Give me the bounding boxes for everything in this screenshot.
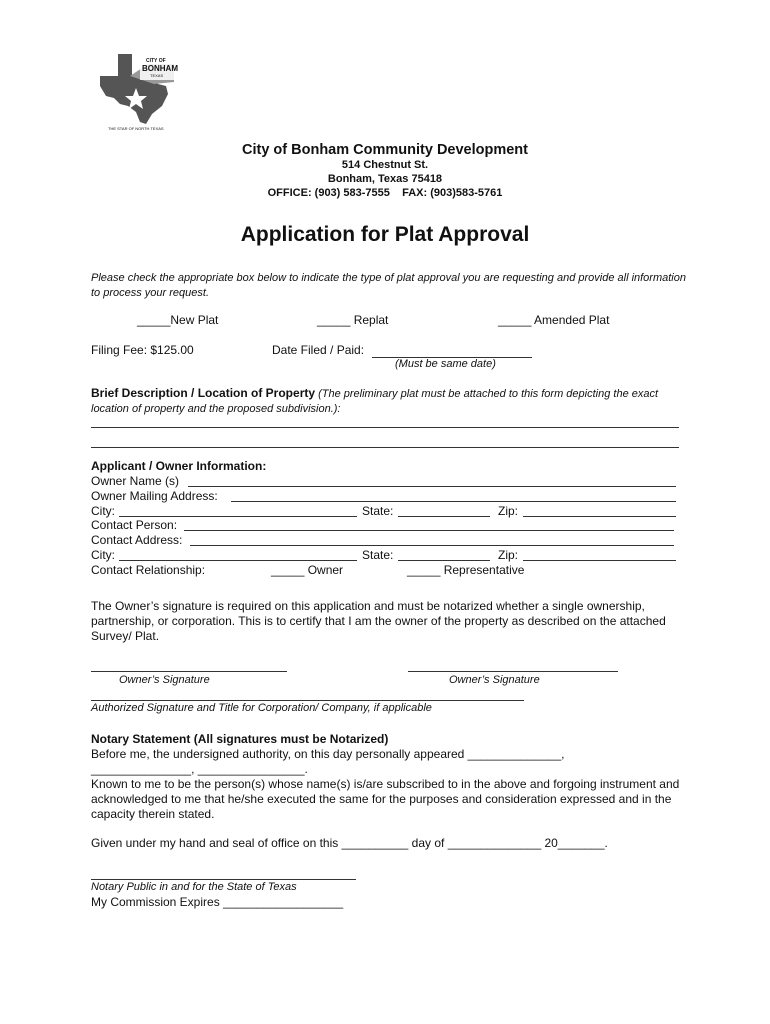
address-line1: 514 Chestnut St.: [341, 159, 429, 171]
city-label: City:: [91, 504, 115, 518]
org-name: City of Bonham Community Development: [242, 142, 528, 158]
city-field-2[interactable]: [119, 560, 357, 561]
contact-address-field[interactable]: [190, 545, 674, 546]
option-replat[interactable]: _____ Replat: [317, 313, 389, 327]
contact-line: OFFICE: (903) 583-7555 FAX: (903)583-5761: [267, 187, 503, 199]
state-field[interactable]: [398, 516, 490, 517]
owner-name-field[interactable]: [188, 486, 676, 487]
zip-label-2: Zip:: [498, 548, 519, 562]
state-label-2: State:: [362, 548, 394, 562]
option-representative[interactable]: _____ Representative: [407, 563, 525, 577]
notary-known-text: Known to me to be the person(s) whose name(s) is/are subscribed to in the above and forgoing instrument and acknowledged to me that he/she executed the same for the purposes and consideration expressed and in the capacity therein stated.: [91, 777, 680, 821]
zip-field-2[interactable]: [523, 560, 676, 561]
authorized-signature-label: Authorized Signature and Title for Corporation/ Company, if applicable: [91, 702, 432, 714]
logo-line3: TEXAS: [150, 73, 164, 78]
notary-given-text: Given under my hand and seal of office on this __________ day of ______________ 20_______.: [91, 836, 608, 850]
date-filed-label: Date Filed / Paid:: [272, 343, 365, 357]
notary-line-1: Before me, the undersigned authority, on this day personally appeared ______________,: [91, 747, 565, 761]
state-field-2[interactable]: [398, 560, 490, 561]
description-line-1[interactable]: [91, 427, 679, 428]
owner-signature-label-2: Owner’s Signature: [449, 674, 540, 686]
notary-signature-line[interactable]: [91, 879, 356, 880]
notary-line-2: _______________, ________________.: [91, 762, 308, 776]
city-logo: [96, 50, 176, 136]
instructions-text: Please check the appropriate box below to indicate the type of plat approval you are requesting and provide all information to process your request.: [91, 272, 686, 299]
filing-fee: Filing Fee: $125.00: [91, 343, 194, 357]
state-label: State:: [362, 504, 394, 518]
owner-mailing-field[interactable]: [231, 501, 676, 502]
city-label-2: City:: [91, 548, 115, 562]
owner-name-label: Owner Name (s): [91, 474, 180, 488]
zip-field[interactable]: [523, 516, 676, 517]
city-field[interactable]: [119, 516, 357, 517]
page-title: Application for Plat Approval: [240, 223, 530, 246]
option-amended-plat[interactable]: _____ Amended Plat: [498, 313, 610, 327]
option-owner[interactable]: _____ Owner: [271, 563, 344, 577]
contact-relationship-label: Contact Relationship:: [91, 563, 206, 577]
owner-signature-label-1: Owner’s Signature: [119, 674, 210, 686]
option-new-plat[interactable]: _____New Plat: [137, 313, 219, 327]
commission-expires: My Commission Expires __________________: [91, 895, 344, 909]
notary-heading: Notary Statement (All signatures must be Notarized): [91, 732, 389, 746]
contact-person-field[interactable]: [184, 530, 674, 531]
logo-line1: CITY OF: [146, 58, 166, 64]
notary-public-label: Notary Public in and for the State of Texas: [91, 881, 297, 893]
address-line2: Bonham, Texas 75418: [327, 173, 443, 185]
description-note: (The preliminary plat must be attached to this form depicting the exact location of property and the proposed subdivision.):: [91, 388, 659, 415]
logo-tagline: THE STAR OF NORTH TEXAS: [108, 126, 164, 131]
owner-signature-line-2[interactable]: [408, 671, 618, 672]
certification-text: The Owner’s signature is required on this application and must be notarized whether a single ownership, partnership, or corporation. This is to certify that I am the owner of the property as described on the attached Survey/ Plat.: [91, 599, 666, 643]
contact-person-label: Contact Person:: [91, 518, 178, 532]
owner-signature-line-1[interactable]: [91, 671, 287, 672]
applicant-heading: Applicant / Owner Information:: [91, 459, 267, 473]
contact-address-label: Contact Address:: [91, 533, 183, 547]
logo-line2: BONHAM: [142, 64, 178, 73]
description-block: [91, 386, 691, 417]
authorized-signature-line[interactable]: [91, 700, 524, 701]
description-line-2[interactable]: [91, 447, 679, 448]
zip-label: Zip:: [498, 504, 519, 518]
owner-mailing-label: Owner Mailing Address:: [91, 489, 218, 503]
description-label: Brief Description / Location of Property: [91, 386, 316, 400]
same-date-note: (Must be same date): [395, 358, 496, 370]
